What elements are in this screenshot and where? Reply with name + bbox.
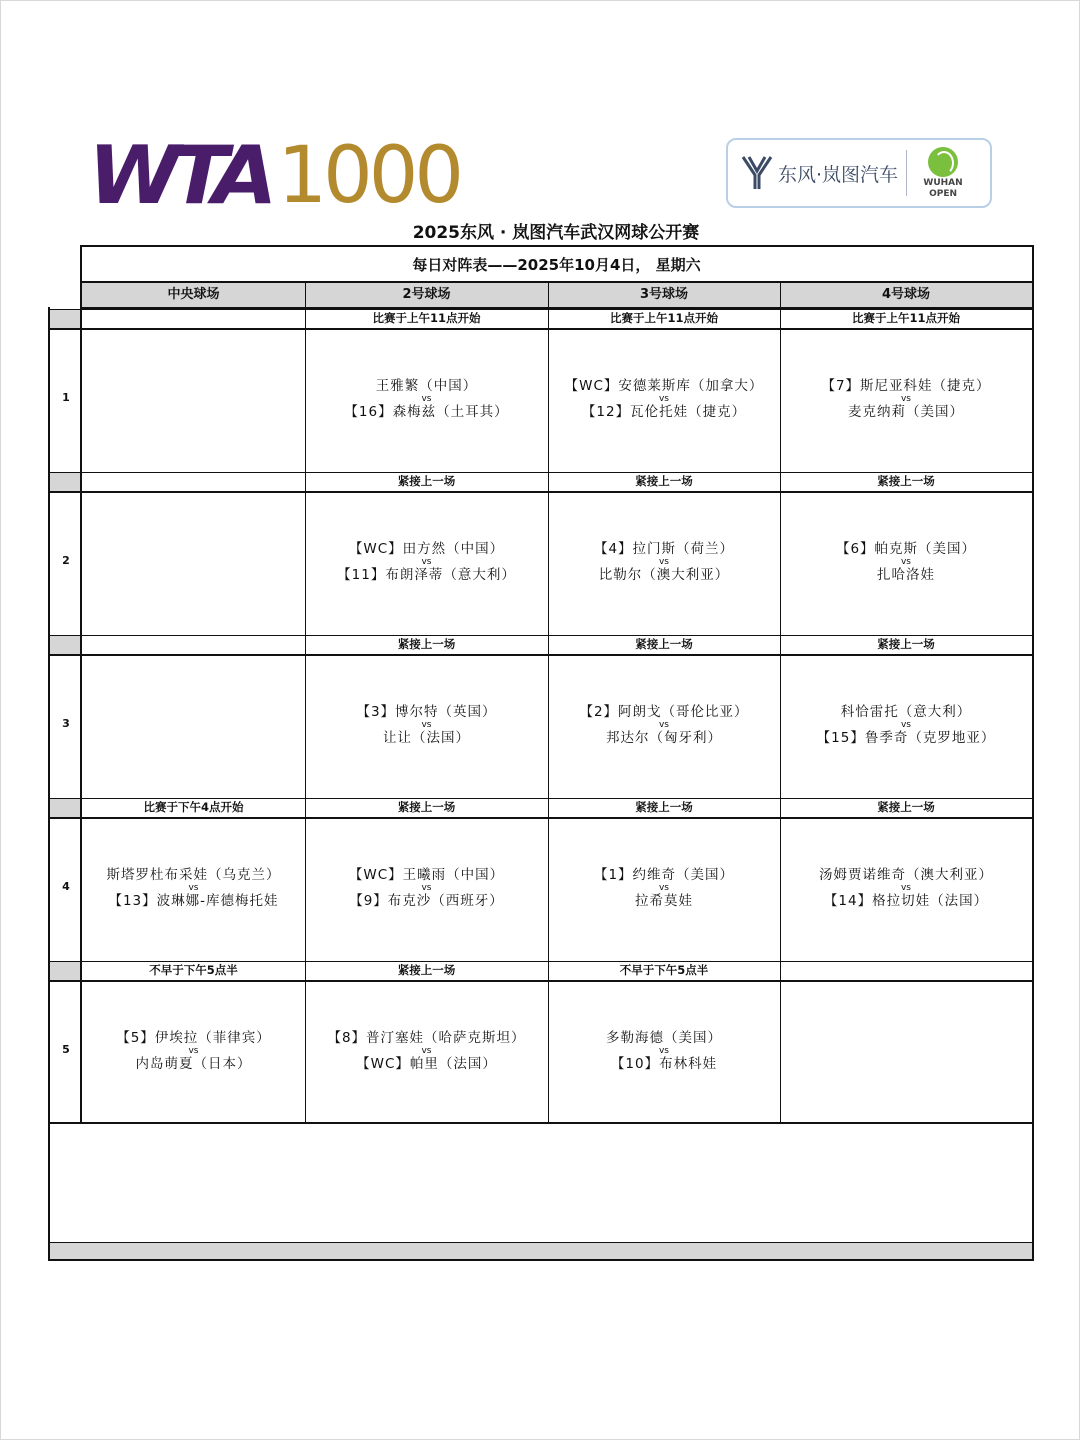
start-time-note: 不早于下午5点半 [619, 963, 709, 977]
vs-label: vs [658, 720, 669, 730]
match-cell [305, 493, 548, 632]
player-two: 【9】布克沙（西班牙） [349, 893, 504, 909]
row-corner-shade [50, 798, 82, 817]
vs-label: vs [658, 557, 669, 567]
open-logo-line1: WUHAN [923, 178, 963, 188]
start-time-note: 比赛于上午11点开始 [372, 311, 481, 325]
start-time-note: 紧接上一场 [635, 637, 693, 651]
player-one: 【7】斯尼亚科娃（捷克） [821, 378, 991, 394]
grid-line [80, 281, 1034, 283]
match-cell [82, 982, 305, 1121]
player-one: 【6】帕克斯（美国） [835, 541, 977, 557]
daily-schedule-subtitle: 每日对阵表——2025年10月4日， 星期六 [412, 256, 701, 274]
match-cell [780, 656, 1032, 795]
empty-match-cell [780, 982, 1032, 1121]
wta-1000-logo [88, 129, 461, 222]
wta-logo-word: WTA [88, 129, 269, 222]
court-header: 2号球场 [402, 287, 451, 302]
match-cell [780, 493, 1032, 632]
player-two: 【13】波琳娜-库德梅托娃 [108, 893, 279, 909]
vs-label: vs [188, 883, 199, 893]
player-two: 【WC】帕里（法国） [356, 1056, 497, 1072]
player-two: 【14】格拉切娃（法国） [823, 893, 989, 909]
player-two: 比勒尔（澳大利亚） [598, 567, 730, 583]
match-cell [82, 819, 305, 958]
match-cell [305, 656, 548, 795]
player-two: 扎哈洛娃 [877, 567, 935, 583]
match-cell [548, 982, 780, 1121]
start-time-note: 紧接上一场 [877, 800, 935, 814]
start-time-note: 不早于下午5点半 [149, 963, 238, 977]
empty-match-cell [82, 656, 305, 795]
match-cell [780, 330, 1032, 469]
vs-label: vs [658, 1046, 669, 1056]
row-corner-shade [50, 961, 82, 980]
grid-line [1032, 245, 1034, 1260]
match-cell [305, 819, 548, 958]
player-two: 【10】布林科娃 [610, 1056, 718, 1072]
start-time-note: 紧接上一场 [397, 637, 456, 651]
match-cell [548, 656, 780, 795]
start-time-note [82, 472, 305, 491]
row-number: 3 [62, 716, 70, 730]
row-corner-shade [50, 472, 82, 491]
player-one: 【WC】安德莱斯库（加拿大） [564, 378, 764, 394]
vs-label: vs [421, 394, 432, 404]
player-one: 【2】阿朗戈（哥伦比亚） [579, 704, 749, 720]
start-time-note: 紧接上一场 [635, 800, 693, 814]
vs-label: vs [900, 720, 911, 730]
match-cell [780, 819, 1032, 958]
vs-label: vs [421, 557, 432, 567]
match-cell [305, 330, 548, 469]
row-number: 1 [62, 390, 70, 404]
start-time-note: 紧接上一场 [397, 474, 456, 488]
start-time-note: 紧接上一场 [397, 800, 456, 814]
row-corner-shade [50, 309, 82, 328]
player-one: 王雅繁（中国） [375, 378, 478, 394]
match-cell [548, 330, 780, 469]
vs-label: vs [900, 557, 911, 567]
vs-label: vs [421, 720, 432, 730]
vs-label: vs [421, 1046, 432, 1056]
sponsor-logo [726, 138, 992, 208]
vs-label: vs [900, 883, 911, 893]
court-header: 中央球场 [167, 287, 220, 302]
start-time-note: 紧接上一场 [397, 963, 456, 977]
player-one: 多勒海德（美国） [606, 1030, 722, 1046]
player-two: 【12】瓦伦托娃（捷克） [581, 404, 747, 420]
match-cell [548, 819, 780, 958]
start-time-note: 比赛于上午11点开始 [609, 311, 718, 325]
player-one: 【5】伊埃拉（菲律宾） [116, 1030, 271, 1046]
player-one: 科恰雷托（意大利） [840, 704, 972, 720]
player-one: 汤姆贾诺维奇（澳大利亚） [819, 867, 993, 883]
start-time-note [780, 961, 1032, 980]
player-one: 【WC】田方然（中国） [348, 541, 505, 557]
match-cell [548, 493, 780, 632]
vs-label: vs [658, 394, 669, 404]
start-time-note: 比赛于下午4点开始 [143, 800, 244, 814]
start-time-note [82, 635, 305, 654]
player-two: 麦克纳莉（美国） [848, 404, 964, 420]
start-time-note [82, 309, 305, 328]
player-one: 【1】约维奇（美国） [593, 867, 735, 883]
voyah-emblem-icon [740, 153, 774, 193]
player-two: 内岛萌夏（日本） [135, 1056, 252, 1072]
tournament-title: 2025东风 · 岚图汽车武汉网球公开赛 [412, 223, 700, 243]
start-time-note: 紧接上一场 [877, 474, 935, 488]
vs-label: vs [421, 883, 432, 893]
grid-line [48, 1259, 1034, 1261]
wta-logo-number: 1000 [277, 131, 461, 221]
empty-match-cell [82, 493, 305, 632]
row-corner-shade [50, 635, 82, 654]
grid-line [48, 307, 50, 1260]
court-header: 3号球场 [639, 287, 689, 302]
row-number: 5 [62, 1042, 70, 1056]
tennis-ball-icon [928, 147, 958, 177]
sponsor-name: 东风·岚图汽车 [778, 163, 899, 186]
grid-line [48, 1242, 1034, 1243]
player-two: 【11】布朗泽蒂（意大利） [337, 567, 516, 583]
player-two: 邦达尔（匈牙利） [606, 730, 722, 746]
start-time-note: 比赛于上午11点开始 [851, 311, 960, 325]
player-one: 【8】普汀塞娃（哈萨克斯坦） [327, 1030, 526, 1046]
vs-label: vs [188, 1046, 199, 1056]
vs-label: vs [900, 394, 911, 404]
player-one: 【4】拉门斯（荷兰） [593, 541, 735, 557]
player-two: 让让（法国） [383, 730, 470, 746]
sponsor-divider [906, 150, 907, 196]
player-two: 拉希莫娃 [635, 893, 693, 909]
player-two: 【15】鲁季奇（克罗地亚） [816, 730, 996, 746]
match-cell [305, 982, 548, 1121]
player-one: 【3】博尔特（英国） [356, 704, 497, 720]
row-number: 4 [62, 879, 70, 893]
vs-label: vs [658, 883, 669, 893]
grid-line [48, 1122, 1034, 1124]
player-one: 斯塔罗杜布采娃（乌克兰） [106, 867, 281, 883]
row-number: 2 [62, 553, 70, 567]
start-time-note: 紧接上一场 [877, 637, 935, 651]
player-two: 【16】森梅兹（土耳其） [344, 404, 509, 420]
start-time-note: 紧接上一场 [635, 474, 693, 488]
player-one: 【WC】王曦雨（中国） [348, 867, 505, 883]
empty-match-cell [82, 330, 305, 469]
court-header: 4号球场 [881, 287, 931, 302]
footer-shade [50, 1242, 1032, 1259]
wuhan-open-logo [915, 147, 971, 199]
open-logo-line2: OPEN [929, 189, 958, 199]
grid-line [80, 245, 1034, 247]
